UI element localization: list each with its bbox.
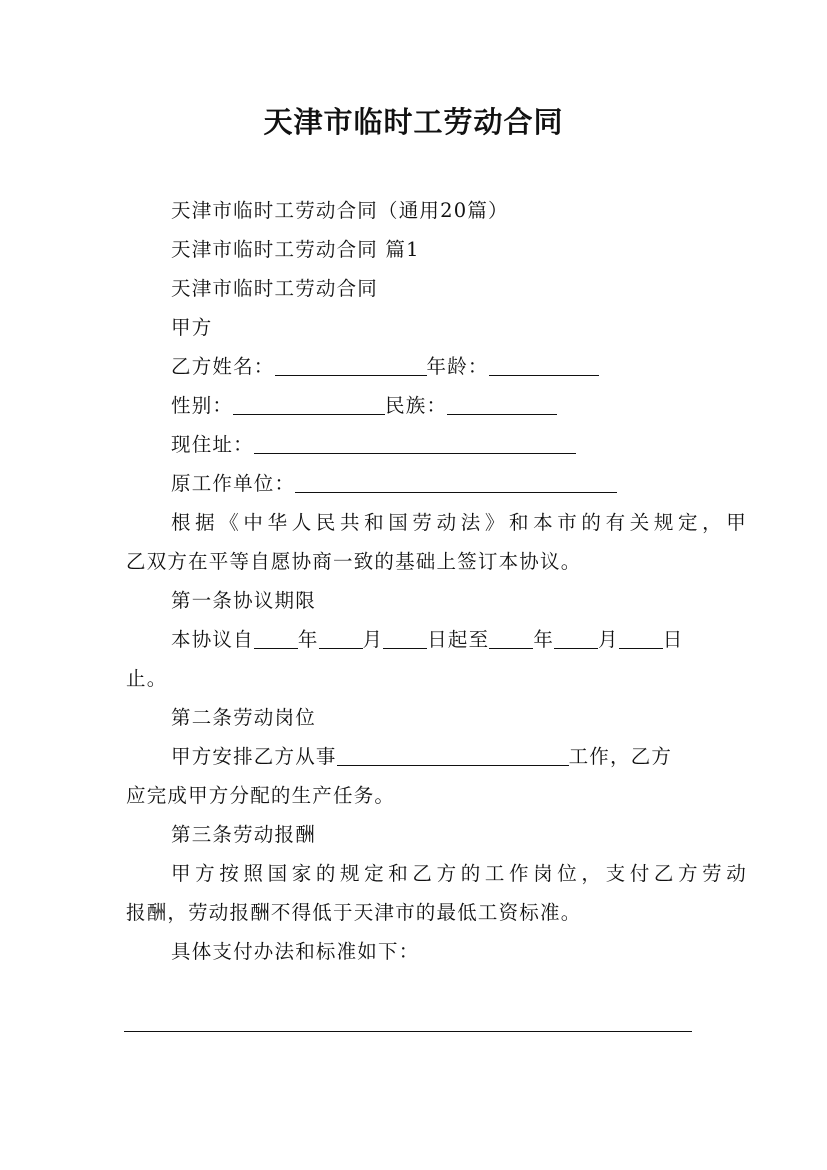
term-month-label: 月 <box>362 628 384 651</box>
subtitle-collection: 天津市临时工劳动合同（通用20篇） <box>171 199 509 222</box>
contract-heading: 天津市临时工劳动合同 <box>171 277 379 300</box>
term-start-month-blank[interactable] <box>319 626 363 649</box>
party-b-info-line <box>126 347 747 386</box>
pay-method-label: 具体支付办法和标准如下： <box>171 940 420 963</box>
post-line-2: 应完成甲方分配的生产任务。 <box>126 784 396 807</box>
term-month2-label: 月 <box>598 628 619 651</box>
post-suffix: 工作，乙方 <box>568 745 673 768</box>
article-3-title: 第三条劳动报酬 <box>171 823 316 846</box>
term-start-year-blank[interactable] <box>254 626 298 649</box>
ethnicity-blank[interactable] <box>447 392 557 415</box>
term-prefix: 本协议自 <box>171 628 254 651</box>
article-2-title: 第二条劳动岗位 <box>171 706 316 729</box>
address-blank[interactable] <box>254 431 576 454</box>
subtitle-part: 天津市临时工劳动合同 篇1 <box>171 238 420 261</box>
ethnicity-label: 民族： <box>385 394 448 417</box>
term-year2-label: 年 <box>533 628 555 651</box>
article-1-title: 第一条协议期限 <box>171 589 316 612</box>
party-b-name-blank[interactable] <box>275 353 427 376</box>
term-end-month-blank[interactable] <box>554 626 598 649</box>
pay-method-blank-line[interactable] <box>124 1031 692 1032</box>
age-label: 年龄： <box>426 355 489 378</box>
basis-paragraph-line-2: 乙双方在平等自愿协商一致的基础上签订本协议。 <box>126 550 582 573</box>
party-a-label: 甲方 <box>171 316 213 339</box>
basis-paragraph-line-1: 根据《中华人民共和国劳动法》和本市的有关规定，甲 <box>171 511 747 534</box>
post-job-blank[interactable] <box>337 743 569 766</box>
gender-label: 性别： <box>171 394 234 417</box>
term-day-from-label: 日起至 <box>427 628 490 651</box>
term-end-year-blank[interactable] <box>489 626 533 649</box>
address-label: 现住址： <box>171 433 254 456</box>
gender-blank[interactable] <box>233 392 385 415</box>
gender-ethnicity-line <box>126 386 747 425</box>
former-employer-line <box>126 464 747 503</box>
pay-line-1: 甲方按照国家的规定和乙方的工作岗位，支付乙方劳动 <box>171 862 747 885</box>
post-line-1 <box>126 737 747 776</box>
party-b-name-label: 乙方姓名： <box>171 355 275 378</box>
former-employer-label: 原工作单位： <box>171 472 296 495</box>
term-end-text: 止。 <box>126 667 168 690</box>
post-prefix: 甲方安排乙方从事 <box>171 745 337 768</box>
term-year-label: 年 <box>297 628 319 651</box>
term-end-day-blank[interactable] <box>619 626 663 649</box>
address-line <box>126 425 747 464</box>
term-start-day-blank[interactable] <box>383 626 427 649</box>
term-day-end-label: 日 <box>662 628 684 651</box>
document-title: 天津市临时工劳动合同 <box>263 105 564 139</box>
pay-line-2: 报酬，劳动报酬不得低于天津市的最低工资标准。 <box>126 901 582 924</box>
former-employer-blank[interactable] <box>295 470 617 493</box>
age-blank[interactable] <box>489 353 599 376</box>
term-line <box>126 620 747 659</box>
